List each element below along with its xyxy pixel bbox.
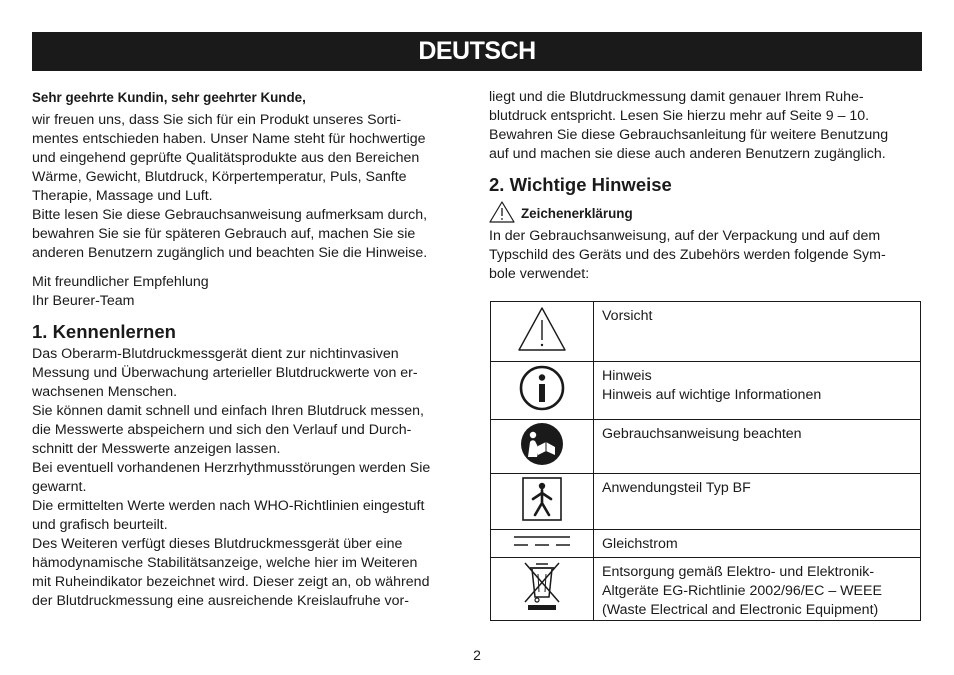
symbols-table xyxy=(490,301,921,621)
text-line: mit Ruheindikator bezeichnet wird. Dieser zeigt an, ob während xyxy=(32,574,430,590)
text-line: Bitte lesen Sie diese Gebrauchsanweisung aufmerksam durch, xyxy=(32,207,428,223)
text-line: Mit freundlicher Empfehlung xyxy=(32,274,209,290)
table-row xyxy=(491,530,921,558)
text-line: Des Weiteren verfügt dieses Blutdruckmessgerät über eine xyxy=(32,536,403,552)
legend-subheading xyxy=(489,201,921,223)
description-line: Gebrauchsanweisung beachten xyxy=(602,426,802,442)
text-line: auf und machen sie diese auch anderen Benutzern zugänglich. xyxy=(489,146,886,162)
left-column xyxy=(32,88,462,611)
description-line: Gleichstrom xyxy=(602,536,678,552)
header-title: DEUTSCH xyxy=(418,37,536,65)
description-cell xyxy=(594,530,921,558)
symbol-cell xyxy=(491,362,594,420)
right-column xyxy=(489,88,921,284)
symbol-cell xyxy=(491,302,594,362)
description-line: (Waste Electrical and Electronic Equipment) xyxy=(602,602,879,618)
section-heading-kennenlernen: 1. Kennenlernen xyxy=(32,321,176,342)
text-line: wir freuen uns, dass Sie sich für ein Produkt unseres Sorti- xyxy=(32,112,402,128)
description-line: Vorsicht xyxy=(602,308,653,324)
text-line: Ihr Beurer-Team xyxy=(32,293,135,309)
text-line: gewarnt. xyxy=(32,479,87,495)
closing xyxy=(32,273,462,311)
description-cell xyxy=(594,302,921,362)
text-line: mentes entschieden haben. Unser Name steht für hochwertige xyxy=(32,131,426,147)
text-line: der Blutdruckmessung eine ausreichende Kreislaufruhe vor- xyxy=(32,593,409,609)
text-line: Bewahren Sie diese Gebrauchsanleitung für weitere Benutzung xyxy=(489,127,889,143)
table-row xyxy=(491,420,921,474)
text-line: bole verwendet: xyxy=(489,266,590,282)
table-row xyxy=(491,558,921,621)
description-cell xyxy=(594,420,921,474)
continued-paragraph xyxy=(489,88,921,164)
description-cell xyxy=(594,362,921,420)
table-row xyxy=(491,474,921,530)
text-line: Therapie, Massage und Luft. xyxy=(32,188,213,204)
language-header xyxy=(32,32,922,71)
text-line: liegt und die Blutdruckmessung damit genauer Ihrem Ruhe- xyxy=(489,89,864,105)
table-row xyxy=(491,302,921,362)
symbol-cell xyxy=(491,420,594,474)
warning-triangle-icon xyxy=(489,201,515,223)
text-line: Sie können damit schnell und einfach Ihren Blutdruck messen, xyxy=(32,403,424,419)
text-line: schnitt der Messwerte anzeigen lassen. xyxy=(32,441,281,457)
description-line: Altgeräte EG-Richtlinie 2002/96/EC – WEEE xyxy=(602,583,882,599)
text-line: Die ermittelten Werte werden nach WHO-Richtlinien eingestuft xyxy=(32,498,425,514)
text-line: In der Gebrauchsanweisung, auf der Verpackung und auf dem xyxy=(489,228,881,244)
legend-intro xyxy=(489,227,921,284)
read-manual-icon xyxy=(520,422,564,466)
text-line: bewahren Sie sie für späteren Gebrauch auf, machen Sie sie xyxy=(32,226,416,242)
warning-triangle-icon xyxy=(517,306,567,352)
text-line: Bei eventuell vorhandenen Herzrhythmusstörungen werden Sie xyxy=(32,460,431,476)
text-line: Typschild des Geräts und des Zubehörs werden folgende Sym- xyxy=(489,247,886,263)
text-line: Das Oberarm-Blutdruckmessgerät dient zur nichtinvasiven xyxy=(32,346,399,362)
symbol-cell xyxy=(491,474,594,530)
text-line: und grafisch beurteilt. xyxy=(32,517,168,533)
intro-paragraph xyxy=(32,111,462,263)
text-line: Wärme, Gewicht, Blutdruck, Körpertemperatur, Puls, Sanfte xyxy=(32,169,407,185)
section-heading-wichtige-hinweise: 2. Wichtige Hinweise xyxy=(489,174,672,195)
text-line: hämodynamische Stabilitätsanzeige, welche hier im Weiteren xyxy=(32,555,418,571)
text-line: blutdruck entspricht. Lesen Sie hierzu mehr auf Seite 9 – 10. xyxy=(489,108,870,124)
description-cell xyxy=(594,474,921,530)
text-line: anderen Benutzern zugänglich und beachten Sie die Hinweise. xyxy=(32,245,428,261)
info-icon xyxy=(519,365,565,411)
greeting: Sehr geehrte Kundin, sehr geehrter Kunde, xyxy=(32,90,306,105)
type-bf-icon xyxy=(522,477,562,521)
direct-current-icon xyxy=(512,534,572,548)
symbol-cell xyxy=(491,558,594,621)
table-row xyxy=(491,362,921,420)
text-line: die Messwerte abspeichern und sich den Verlauf und Durch- xyxy=(32,422,412,438)
description-cell xyxy=(594,558,921,621)
section1-paragraph xyxy=(32,345,462,611)
description-line: Hinweis auf wichtige Informationen xyxy=(602,387,822,403)
description-line: Entsorgung gemäß Elektro- und Elektronik- xyxy=(602,564,875,580)
text-line: Messung und Überwachung arterieller Blutdruckwerte von er- xyxy=(32,365,418,381)
symbol-cell xyxy=(491,530,594,558)
legend-label: Zeichenerklärung xyxy=(521,206,633,221)
weee-bin-icon xyxy=(522,560,562,612)
description-line: Anwendungsteil Typ BF xyxy=(602,480,751,496)
text-line: und eingehend geprüfte Qualitätsprodukte aus den Bereichen xyxy=(32,150,420,166)
page-number: 2 xyxy=(473,647,481,663)
text-line: wachsenen Menschen. xyxy=(32,384,178,400)
description-line: Hinweis xyxy=(602,368,652,384)
